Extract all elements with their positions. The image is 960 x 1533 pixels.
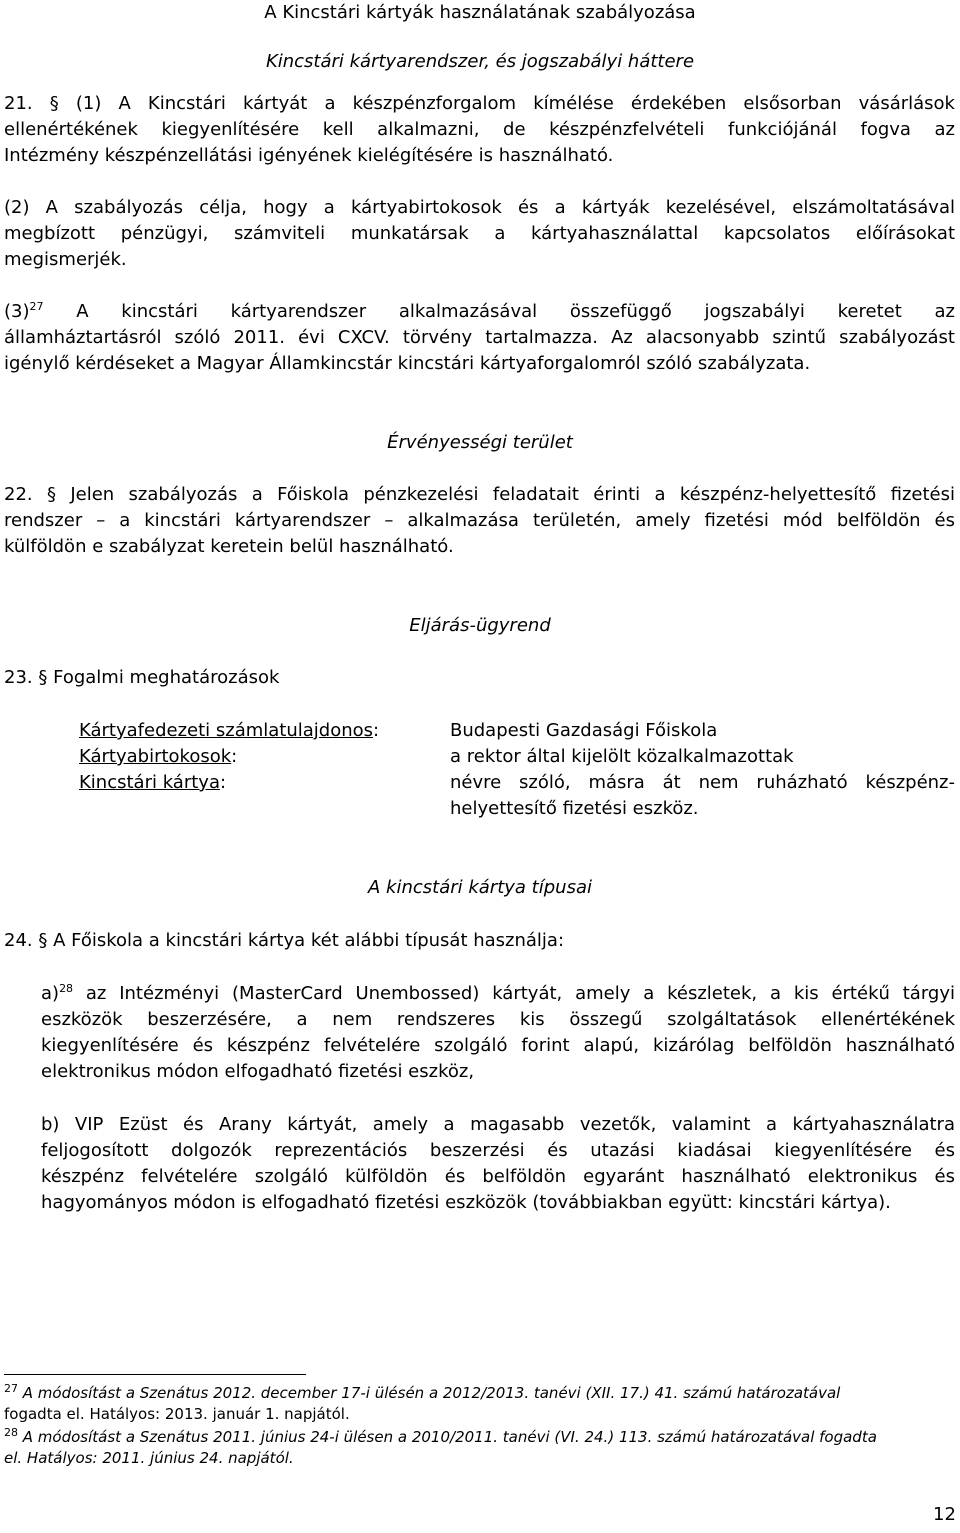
section-21-p2-line-2: megbízott pénzügyi, számviteli munkatársak a kártyahasználattal kapcsolatos előírásokat bbox=[4, 223, 955, 244]
term-1: Kártyafedezeti számlatulajdonos: bbox=[79, 720, 380, 741]
page-number: 12 bbox=[933, 1504, 956, 1525]
item-a-line-3: kiegyenlítésére és készpénz felvételére szolgáló forint alapú, kizárólag belföldön használható bbox=[41, 1035, 955, 1056]
item-b-line-1: b) VIP Ezüst és Arany kártyát, amely a magasabb vezetők, valamint a kártyahasználatra bbox=[41, 1114, 955, 1135]
footnote-separator bbox=[4, 1374, 306, 1375]
section-23-heading: 23. § Fogalmi meghatározások bbox=[4, 667, 280, 688]
section-21-line-1: 21. § (1) A Kincstári kártyát a készpénzforgalom kímélése érdekében elsősorban vásárlások bbox=[4, 93, 955, 114]
section-21-line-2: ellenértékének kiegyenlítésére kell alkalmazni, de készpénzfelvételi funkciójánál fogva az bbox=[4, 119, 955, 140]
section-21-line-3: Intézmény készpénzellátási igényének kielégítésére is használható. bbox=[4, 145, 614, 166]
section-symbol: § bbox=[46, 484, 56, 505]
item-a-line-2: eszközök beszerzésére, a nem rendszeres kis összegű szolgáltatások ellenértékének bbox=[41, 1009, 955, 1030]
section-number: 22. bbox=[4, 484, 33, 505]
item-a-line-4: elektronikus módon elfogadható fizetési eszköz, bbox=[41, 1061, 475, 1082]
footnote-27-line-2: fogadta el. Hatályos: 2013. január 1. napjától. bbox=[4, 1405, 350, 1423]
subheading-card-system: Kincstári kártyarendszer, és jogszabályi háttere bbox=[265, 51, 695, 72]
item-b-line-3: készpénz felvételére szolgáló külföldön és belföldön egyaránt használható elektronikus és bbox=[41, 1166, 955, 1187]
section-21-p2-line-3: megismerjék. bbox=[4, 249, 127, 270]
section-24-line-1: 24. § A Főiskola a kincstári kártya két alábbi típusát használja: bbox=[4, 930, 565, 951]
section-22-line-2: rendszer – a kincstári kártyarendszer – alkalmazása területén, amely fizetési mód belföldön és bbox=[4, 510, 955, 531]
subheading-card-types: A kincstári kártya típusai bbox=[368, 877, 592, 898]
definition-3-continued: helyettesítő fizetési eszköz. bbox=[450, 798, 699, 819]
section-21-p3-line-3: igénylő kérdéseket a Magyar Államkincstár kincstári kártyaforgalomról szóló szabályzata. bbox=[4, 353, 811, 374]
footnote-28-line-1: $^{28}$ A módosítást a Szenátus 2011. június 24-i ülésen a 2010/2011. tanévi (VI. 24.) 113. számú határozatával fogadta bbox=[4, 1426, 877, 1446]
section-number: 24. bbox=[4, 930, 33, 951]
footnote-28-line-2: el. Hatályos: 2011. június 24. napjától. bbox=[4, 1449, 294, 1467]
section-22-line-1: 22. § Jelen szabályozás a Főiskola pénzkezelési feladatait érinti a készpénz-helyettesítő fizetési bbox=[4, 484, 955, 505]
section-symbol: § bbox=[49, 93, 59, 114]
term-2: Kártyabirtokosok: bbox=[79, 746, 238, 767]
item-b-line-2: feljogosított dolgozók reprezentációs beszerzési és utazási kiadásai kiegyenlítésére és bbox=[41, 1140, 955, 1161]
item-b-line-4: hagyományos módon is elfogadható fizetési eszközök (továbbiakban együtt: kincstári kártya). bbox=[41, 1192, 891, 1213]
section-number: 21. bbox=[4, 93, 33, 114]
section-number: 23. bbox=[4, 667, 33, 688]
footnote-27-line-1: $^{27}$ A módosítást a Szenátus 2012. december 17-i ülésén a 2012/2013. tanévi (XII. 17.) 41. számú határozatával bbox=[4, 1382, 841, 1402]
definition-3: névre szóló, másra át nem ruházható készpénz- bbox=[450, 772, 955, 793]
section-21-p3-line-2: államháztartásról szóló 2011. évi CXCV. törvény tartalmazza. Az alacsonyabb szintű szabályozást bbox=[4, 327, 955, 348]
section-22-line-3: külföldön e szabályzat keretein belül használható. bbox=[4, 536, 454, 557]
section-21-p3-line-1: $(3)^{27}$ A kincstári kártyarendszer alkalmazásával összefüggő jogszabályi keretet az bbox=[4, 300, 955, 322]
subheading-procedure: Eljárás-ügyrend bbox=[409, 615, 551, 636]
item-a-line-1: a)$^{28}$ az Intézményi (MasterCard Unembossed) kártyát, amely a készletek, a kis értékű tárgyi bbox=[41, 982, 955, 1004]
section-21-p2-line-1: (2) A szabályozás célja, hogy a kártyabirtokosok és a kártyák kezelésével, elszámoltatásával bbox=[4, 197, 955, 218]
term-3: Kincstári kártya: bbox=[79, 772, 227, 793]
document-title: A Kincstári kártyák használatának szabályozása bbox=[264, 2, 696, 23]
footnote-ref: 27 bbox=[29, 300, 44, 313]
definition-1: Budapesti Gazdasági Főiskola bbox=[450, 720, 718, 741]
subheading-scope: Érvényességi terület bbox=[387, 432, 573, 453]
section-symbol: § bbox=[38, 930, 48, 951]
footnote-ref: 28 bbox=[59, 982, 74, 995]
section-symbol: § bbox=[38, 667, 48, 688]
definition-2: a rektor által kijelölt közalkalmazottak bbox=[450, 746, 794, 767]
